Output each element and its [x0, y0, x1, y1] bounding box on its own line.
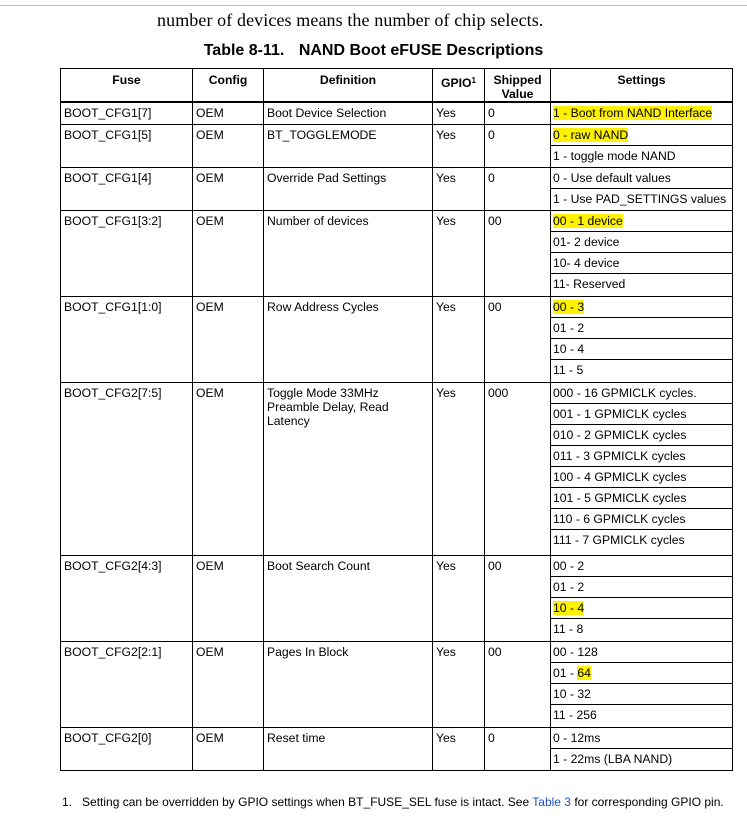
- setting-option: [551, 488, 732, 509]
- cell-shipped-value: 00: [485, 297, 551, 383]
- setting-option: [551, 663, 732, 684]
- cell-fuse: BOOT_CFG1[5]: [61, 125, 193, 168]
- setting-text: 000 - 16 GPMICLK cycles.: [553, 386, 697, 400]
- cell-settings: [551, 211, 733, 297]
- cell-definition: BT_TOGGLEMODE: [264, 125, 433, 168]
- table-caption: [0, 42, 747, 60]
- header-gpio: [433, 69, 485, 103]
- cell-config: OEM: [193, 556, 264, 642]
- cell-config: OEM: [193, 211, 264, 297]
- setting-text-highlighted: 1 - Boot from NAND Interface: [553, 106, 713, 120]
- cell-definition: Pages In Block: [264, 642, 433, 728]
- setting-text: 1 - toggle mode NAND: [553, 149, 676, 163]
- setting-text: 110 - 6 GPMICLK cycles: [553, 512, 686, 526]
- cell-gpio: Yes: [433, 383, 485, 556]
- cell-settings: [551, 556, 733, 642]
- table-row: [61, 125, 733, 168]
- footnote-number: 1.: [62, 795, 73, 809]
- setting-option: [551, 318, 732, 339]
- cell-gpio: Yes: [433, 125, 485, 168]
- cell-settings: [551, 168, 733, 211]
- setting-option: [551, 297, 732, 318]
- cell-settings: [551, 102, 733, 125]
- cell-config: OEM: [193, 102, 264, 125]
- cell-shipped-value: 0: [485, 125, 551, 168]
- setting-text: 00 - 2: [553, 559, 585, 573]
- setting-option: [551, 189, 732, 210]
- setting-option: [551, 530, 732, 551]
- header-gpio-label: GPIO: [441, 76, 472, 91]
- setting-option: [551, 619, 732, 640]
- table-row: [61, 168, 733, 211]
- cell-gpio: Yes: [433, 642, 485, 728]
- setting-text: 011 - 3 GPMICLK cycles: [553, 449, 686, 463]
- setting-text: 01 - 2: [553, 580, 585, 594]
- header-fuse: Fuse: [61, 69, 193, 103]
- setting-text: 100 - 4 GPMICLK cycles: [553, 470, 687, 484]
- setting-text-highlighted: 10 - 4: [553, 601, 585, 615]
- setting-option: [551, 211, 732, 232]
- setting-option: [551, 404, 732, 425]
- setting-option: [551, 274, 732, 295]
- nand-boot-efuse-table: [60, 68, 733, 771]
- cell-shipped-value: 00: [485, 642, 551, 728]
- cell-fuse: BOOT_CFG2[2:1]: [61, 642, 193, 728]
- footnote-text-before: Setting can be overridden by GPIO settings when BT_FUSE_SEL fuse is intact. See: [82, 795, 533, 809]
- cell-gpio: Yes: [433, 168, 485, 211]
- cell-settings: [551, 728, 733, 771]
- table-row: [61, 383, 733, 556]
- cell-config: OEM: [193, 642, 264, 728]
- setting-option: [551, 446, 732, 467]
- setting-option: [551, 642, 732, 663]
- setting-text: 11 - 8: [553, 622, 584, 636]
- setting-option: [551, 103, 732, 124]
- header-shipped-value: Shipped Value: [485, 69, 551, 103]
- setting-option: [551, 705, 732, 726]
- cell-settings: [551, 297, 733, 383]
- cell-config: OEM: [193, 383, 264, 556]
- footnote: [62, 795, 724, 809]
- cell-shipped-value: 00: [485, 556, 551, 642]
- cell-fuse: BOOT_CFG1[7]: [61, 102, 193, 125]
- cell-fuse: BOOT_CFG2[7:5]: [61, 383, 193, 556]
- cell-shipped-value: 0: [485, 728, 551, 771]
- setting-option: [551, 125, 732, 146]
- cell-definition: Number of devices: [264, 211, 433, 297]
- setting-text: 00 - 128: [553, 645, 598, 659]
- cell-settings: [551, 383, 733, 556]
- footnote-ref[interactable]: 1: [471, 76, 476, 85]
- setting-text-highlighted: 0 - raw NAND: [553, 128, 629, 142]
- header-definition: Definition: [264, 69, 433, 103]
- cell-shipped-value: 0: [485, 168, 551, 211]
- table-title: NAND Boot eFUSE Descriptions: [298, 42, 544, 59]
- table-3-link[interactable]: Table 3: [532, 795, 571, 809]
- cell-definition: Row Address Cycles: [264, 297, 433, 383]
- header-settings: Settings: [551, 69, 733, 103]
- setting-text-highlighted: 00 - 1 device: [553, 214, 623, 228]
- table-number: Table 8-11.: [203, 42, 285, 59]
- setting-option: [551, 509, 732, 530]
- cell-settings: [551, 642, 733, 728]
- setting-prefix: 01 -: [553, 666, 578, 680]
- setting-text-highlighted: 00 - 3: [553, 300, 585, 314]
- setting-text: 11 - 256: [553, 708, 597, 722]
- setting-text: 11 - 5: [553, 363, 584, 377]
- setting-option: [551, 339, 732, 360]
- table-row: [61, 642, 733, 728]
- cell-fuse: BOOT_CFG1[1:0]: [61, 297, 193, 383]
- cell-definition: Toggle Mode 33MHz Preamble Delay, Read Latency: [264, 383, 433, 556]
- setting-option: [551, 467, 732, 488]
- setting-text: 0 - 12ms: [553, 731, 601, 745]
- setting-option: [551, 684, 732, 705]
- setting-text: 111 - 7 GPMICLK cycles: [553, 533, 685, 547]
- table-row: [61, 211, 733, 297]
- setting-text: 10 - 32: [553, 687, 591, 701]
- setting-text: 0 - Use default values: [553, 171, 671, 185]
- setting-option: [551, 232, 732, 253]
- cell-shipped-value: 00: [485, 211, 551, 297]
- setting-option: [551, 425, 732, 446]
- setting-text: 001 - 1 GPMICLK cycles: [553, 407, 687, 421]
- cell-config: OEM: [193, 125, 264, 168]
- setting-option: [551, 168, 732, 189]
- setting-text: 01 - 2: [553, 321, 585, 335]
- cell-shipped-value: 0: [485, 102, 551, 125]
- cell-config: OEM: [193, 297, 264, 383]
- setting-option: [551, 577, 732, 598]
- table-row: [61, 556, 733, 642]
- setting-option: [551, 598, 732, 619]
- setting-text: 101 - 5 GPMICLK cycles: [553, 491, 687, 505]
- cell-gpio: Yes: [433, 211, 485, 297]
- setting-text: 10- 4 device: [553, 256, 620, 270]
- cell-fuse: BOOT_CFG2[0]: [61, 728, 193, 771]
- setting-option: [551, 360, 732, 381]
- setting-option: [551, 146, 732, 167]
- setting-text: 01- 2 device: [553, 235, 620, 249]
- cell-config: OEM: [193, 728, 264, 771]
- setting-option: [551, 383, 732, 404]
- cell-fuse: BOOT_CFG1[3:2]: [61, 211, 193, 297]
- setting-option: [551, 556, 732, 577]
- table-row: [61, 297, 733, 383]
- setting-option: [551, 728, 732, 749]
- setting-option: [551, 749, 732, 770]
- table-row: [61, 728, 733, 771]
- cell-definition: Reset time: [264, 728, 433, 771]
- cell-gpio: Yes: [433, 556, 485, 642]
- cell-fuse: BOOT_CFG2[4:3]: [61, 556, 193, 642]
- table-row: [61, 102, 733, 125]
- cell-definition: Override Pad Settings: [264, 168, 433, 211]
- page-top-rule: [0, 0, 747, 6]
- header-config: Config: [193, 69, 264, 103]
- cell-settings: [551, 125, 733, 168]
- setting-text: 10 - 4: [553, 342, 585, 356]
- setting-text: 1 - Use PAD_SETTINGS values: [553, 192, 727, 206]
- cell-config: OEM: [193, 168, 264, 211]
- cell-definition: Boot Device Selection: [264, 102, 433, 125]
- table-header-row: [61, 69, 733, 103]
- cell-gpio: Yes: [433, 297, 485, 383]
- setting-text: 1 - 22ms (LBA NAND): [553, 752, 673, 766]
- footnote-text-after: for corresponding GPIO pin.: [570, 795, 724, 809]
- intro-text: number of devices means the number of chip selects.: [157, 10, 544, 30]
- cell-fuse: BOOT_CFG1[4]: [61, 168, 193, 211]
- setting-text-highlighted: 64: [577, 666, 591, 680]
- setting-text: 010 - 2 GPMICLK cycles: [553, 428, 687, 442]
- cell-shipped-value: 000: [485, 383, 551, 556]
- cell-gpio: Yes: [433, 728, 485, 771]
- cell-gpio: Yes: [433, 102, 485, 125]
- setting-text: 11- Reserved: [553, 277, 626, 291]
- setting-option: [551, 253, 732, 274]
- cell-definition: Boot Search Count: [264, 556, 433, 642]
